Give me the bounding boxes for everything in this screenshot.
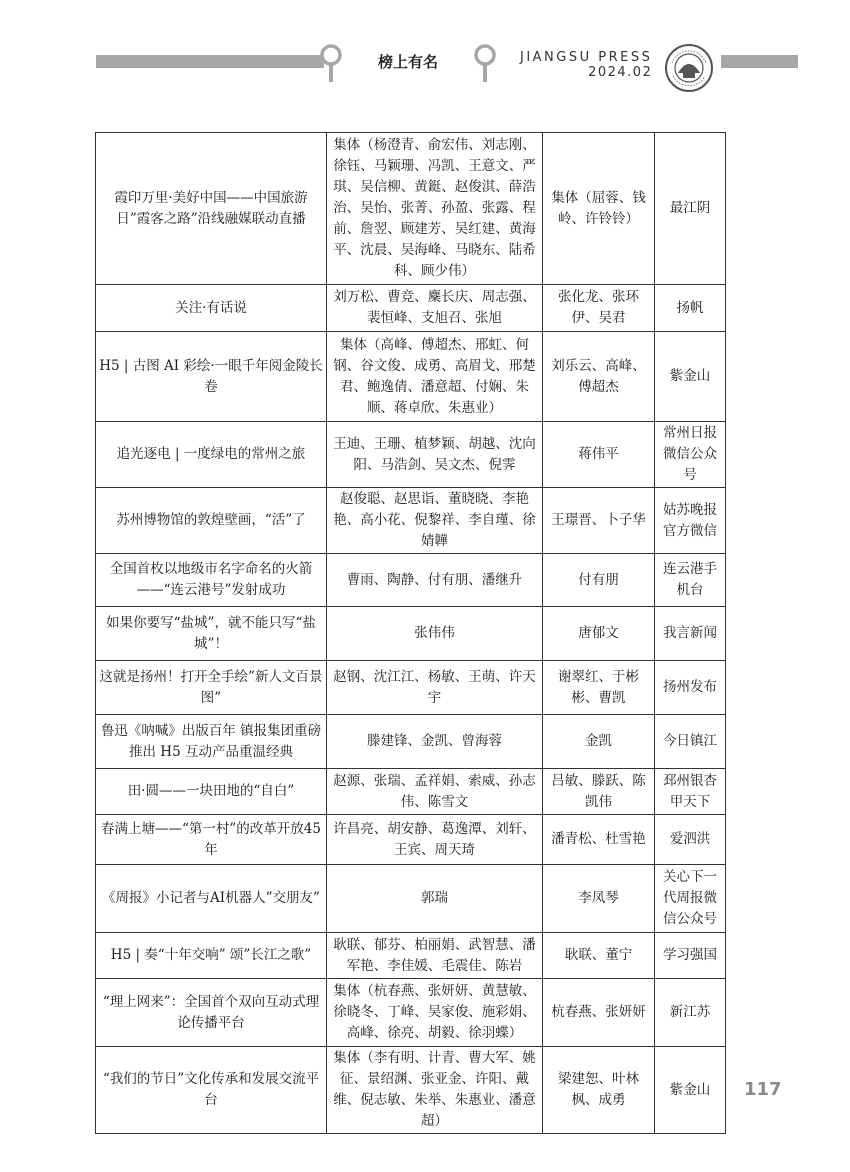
- work-title-cell: 鲁迅《呐喊》出版百年 镇报集团重磅推出 H5 互动产品重温经典: [96, 715, 327, 769]
- table-row: [96, 554, 726, 607]
- publisher-cell: 紫金山: [655, 332, 726, 422]
- table-row: [96, 285, 726, 332]
- table-row: [96, 815, 726, 865]
- authors-cell: 耿联、郁芬、柏丽娟、武智慧、潘军艳、李佳媛、毛震佳、陈岩: [327, 933, 543, 979]
- authors-cell: 集体（李有明、计青、曹大军、姚征、景绍渊、张亚金、许阳、戴维、倪志敏、朱举、朱惠业、潘意超）: [327, 1047, 543, 1134]
- pin-icon: [474, 44, 496, 88]
- publisher-cell: 最江阴: [655, 133, 726, 285]
- work-title-cell: H5 | 古图 AI 彩绘·一眼千年阅金陵长卷: [96, 332, 327, 422]
- publisher-cell: 扬州发布: [655, 661, 726, 715]
- publisher-cell: 学习强国: [655, 933, 726, 979]
- editors-cell: 耿联、董宁: [543, 933, 655, 979]
- editors-cell: 谢翠红、于彬彬、曹凯: [543, 661, 655, 715]
- work-title-cell: 全国首枚以地级市名字命名的火箭——“连云港号”发射成功: [96, 554, 327, 607]
- work-title-cell: 苏州博物馆的敦煌壁画，“活”了: [96, 488, 327, 554]
- table-row: [96, 715, 726, 769]
- work-title-cell: 关注·有话说: [96, 285, 327, 332]
- authors-cell: 集体（杭春燕、张妍妍、黄慧敏、徐晓冬、丁峰、吴家俊、施彩娟、高峰、徐亮、胡毅、徐羽蝶）: [327, 979, 543, 1047]
- work-title-cell: 追光逐电 | 一度绿电的常州之旅: [96, 422, 327, 488]
- authors-cell: 赵源、张瑞、孟祥娟、索威、孙志伟、陈雪文: [327, 769, 543, 815]
- authors-cell: 滕建锋、金凯、曾海蓉: [327, 715, 543, 769]
- work-title-cell: 春满上塘——“第一村”的改革开放45年: [96, 815, 327, 865]
- pin-icon: [320, 44, 342, 88]
- work-title-cell: 霞印万里·美好中国——中国旅游日”霞客之路”沿线融媒联动直播: [96, 133, 327, 285]
- publisher-cell: 关心下一代周报微信公众号: [655, 865, 726, 933]
- authors-cell: 集体（高峰、傅超杰、邢虹、何钢、谷文俊、成勇、高眉戈、邢楚君、鲍逸倩、潘意超、付娴、朱顺、蒋卓欣、朱惠业）: [327, 332, 543, 422]
- publisher-cell: 连云港手机台: [655, 554, 726, 607]
- publication-masthead: [520, 50, 652, 80]
- work-title-cell: “理上网来”：全国首个双向互动式理论传播平台: [96, 979, 327, 1047]
- work-title-cell: 这就是扬州！打开全手绘”新人文百景图”: [96, 661, 327, 715]
- table-row: [96, 979, 726, 1047]
- authors-cell: 郭瑞: [327, 865, 543, 933]
- publisher-cell: 邳州银杏甲天下: [655, 769, 726, 815]
- header-bar-left: [96, 55, 324, 68]
- authors-cell: 王迪、王珊、植梦颖、胡越、沈向阳、马浩剑、吴文杰、倪霁: [327, 422, 543, 488]
- publisher-cell: 新江苏: [655, 979, 726, 1047]
- table-row: [96, 422, 726, 488]
- press-name: JIANGSU PRESS: [520, 50, 653, 65]
- publisher-cell: 扬帆: [655, 285, 726, 332]
- editors-cell: 集体（屈蓉、钱岭、许铃铃）: [543, 133, 655, 285]
- authors-cell: 张伟伟: [327, 607, 543, 661]
- editors-cell: 吕敏、滕跃、陈凯伟: [543, 769, 655, 815]
- table-row: [96, 865, 726, 933]
- editors-cell: 李凤琴: [543, 865, 655, 933]
- editors-cell: 付有朋: [543, 554, 655, 607]
- awards-table: [95, 132, 726, 1134]
- page-header: [0, 0, 850, 110]
- publisher-cell: 姑苏晚报官方微信: [655, 488, 726, 554]
- editors-cell: 唐郁文: [543, 607, 655, 661]
- authors-cell: 赵俊聪、赵思诣、董晓晓、李艳艳、高小花、倪黎祥、李自瑾、徐婧韡: [327, 488, 543, 554]
- editors-cell: 蒋伟平: [543, 422, 655, 488]
- table-row: [96, 607, 726, 661]
- editors-cell: 潘青松、杜雪艳: [543, 815, 655, 865]
- editors-cell: 张化龙、张环伊、吴君: [543, 285, 655, 332]
- table-row: [96, 133, 726, 285]
- editors-cell: 杭春燕、张妍妍: [543, 979, 655, 1047]
- authors-cell: 许昌亮、胡安静、葛逸潭、刘轩、王宾、周天琦: [327, 815, 543, 865]
- publisher-cell: 爱泗洪: [655, 815, 726, 865]
- work-title-cell: 《周报》小记者与AI机器人”交朋友”: [96, 865, 327, 933]
- journalist-association-seal-icon: [664, 43, 714, 97]
- publisher-cell: 常州日报微信公众号: [655, 422, 726, 488]
- page-number: 117: [744, 1079, 782, 1100]
- table-row: [96, 769, 726, 815]
- work-title-cell: H5 | 奏“十年交响” 颂”长江之歌”: [96, 933, 327, 979]
- authors-cell: 赵钢、沈江江、杨敏、王萌、许天宇: [327, 661, 543, 715]
- editors-cell: 金凯: [543, 715, 655, 769]
- work-title-cell: “我们的节日”文化传承和发展交流平台: [96, 1047, 327, 1134]
- work-title-cell: 如果你要写“盐城”，就不能只写“盐城”！: [96, 607, 327, 661]
- table-row: [96, 661, 726, 715]
- editors-cell: 王璟晋、卜子华: [543, 488, 655, 554]
- authors-cell: 集体（杨澄青、俞宏伟、刘志刚、徐钰、马颖珊、冯凯、王意文、严琪、吴信柳、黄鋌、赵俊淇、薛浩治、吴怡、张菁、孙盈、张露、程前、詹翌、顾建芳、吴红建、黄海平、沈晨、吴海峰、马晓东、陆希科、顾少伟）: [327, 133, 543, 285]
- table-row: [96, 933, 726, 979]
- authors-cell: 曹雨、陶静、付有朋、潘继升: [327, 554, 543, 607]
- section-title: 榜上有名: [378, 53, 439, 71]
- publisher-cell: 我言新闻: [655, 607, 726, 661]
- header-bar-right: [721, 55, 798, 68]
- work-title-cell: 田·圆——一块田地的“自白”: [96, 769, 327, 815]
- table-row: [96, 1047, 726, 1134]
- editors-cell: 刘乐云、高峰、傅超杰: [543, 332, 655, 422]
- authors-cell: 刘万松、曹竞、麇长庆、周志强、裴恒峰、支旭召、张旭: [327, 285, 543, 332]
- table-row: [96, 488, 726, 554]
- table-row: [96, 332, 726, 422]
- issue-date: 2024.02: [588, 65, 653, 80]
- publisher-cell: 今日镇江: [655, 715, 726, 769]
- publisher-cell: 紫金山: [655, 1047, 726, 1134]
- awards-table-body: [96, 133, 726, 1134]
- editors-cell: 梁建恕、叶林枫、成勇: [543, 1047, 655, 1134]
